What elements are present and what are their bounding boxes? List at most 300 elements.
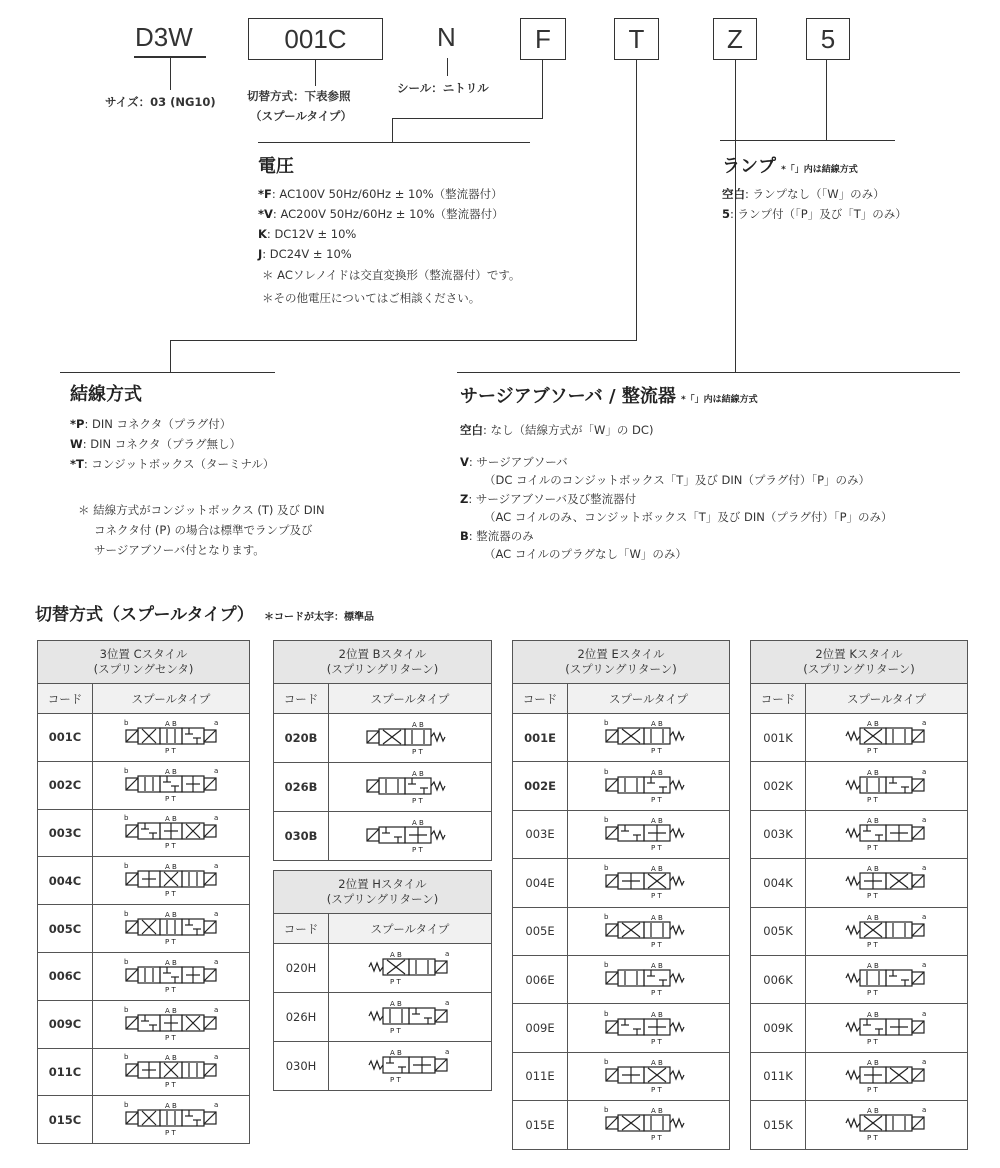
- spool-symbol-cell: [568, 1052, 730, 1100]
- spool-symbol-icon: [832, 861, 942, 901]
- spool-symbol-icon: [116, 907, 226, 947]
- solenoid-a-label: a: [214, 766, 219, 775]
- port-label-ab: A B: [866, 865, 879, 874]
- port-label-pt: P T: [866, 843, 878, 852]
- spool-code: 006E: [513, 955, 568, 1003]
- table-row: [38, 1048, 250, 1096]
- port-label-pt: P T: [650, 940, 662, 949]
- port-label-ab: A B: [650, 913, 663, 922]
- spool-symbol-icon: [355, 996, 465, 1036]
- column-header-spool-type: スプールタイプ: [329, 914, 492, 944]
- solenoid-a-label: a: [445, 1047, 450, 1056]
- table-row: [513, 907, 730, 955]
- port-label-pt: P T: [866, 747, 878, 756]
- list-item: [258, 204, 520, 224]
- table-row: [513, 955, 730, 1003]
- code-lamp: 5: [806, 18, 850, 60]
- table-title-line1: 2位置 Kスタイル: [815, 647, 903, 661]
- table-row: [274, 944, 492, 993]
- table-title-line1: 3位置 Cスタイル: [99, 647, 188, 661]
- table-row: [513, 1004, 730, 1052]
- item-code: W: [70, 437, 83, 451]
- port-label-ab: A B: [165, 767, 177, 776]
- item-sub: （DC コイルのコンジットボックス「T」及び DIN（プラグ付）「P」のみ）: [484, 473, 871, 487]
- solenoid-a-label: a: [921, 864, 926, 873]
- spool-code: 030B: [274, 812, 329, 861]
- spool-symbol-icon: [355, 766, 465, 806]
- solenoid-a-label: a: [921, 1106, 926, 1115]
- table-row: [38, 905, 250, 953]
- spool-code: 015K: [751, 1101, 806, 1149]
- solenoid-b-label: b: [124, 1053, 129, 1062]
- port-label-pt: P T: [650, 892, 662, 901]
- table-row: [274, 763, 492, 812]
- table-row: [274, 1042, 492, 1091]
- spool-symbol-cell: [93, 905, 250, 953]
- spool-symbol-cell: [329, 1042, 492, 1091]
- port-label-pt: P T: [390, 1026, 401, 1035]
- solenoid-b-label: b: [124, 910, 129, 919]
- spool-code: 003K: [751, 810, 806, 858]
- column-header-code: コード: [513, 684, 568, 714]
- spool-title: 切替方式（スプールタイプ）: [35, 605, 254, 625]
- lamp-list: [722, 184, 907, 224]
- port-label-pt: P T: [650, 843, 662, 852]
- code-wiring: T: [614, 18, 659, 60]
- spool-code: 006C: [38, 952, 93, 1000]
- solenoid-a-label: a: [921, 912, 926, 921]
- spool-code: 004K: [751, 859, 806, 907]
- spool-symbol-icon: [116, 716, 226, 756]
- table-row: [38, 809, 250, 857]
- list-item: [722, 204, 907, 224]
- port-label-ab: A B: [390, 999, 402, 1008]
- port-label-pt: P T: [650, 989, 662, 998]
- spool-code: 003C: [38, 809, 93, 857]
- solenoid-a-label: a: [214, 1053, 219, 1062]
- list-item: [460, 489, 893, 509]
- solenoid-a-label: a: [921, 961, 926, 970]
- table-row: [751, 1101, 968, 1149]
- voltage-list: [258, 184, 520, 310]
- port-label-ab: A B: [650, 720, 663, 729]
- spool-symbol-icon: [832, 1055, 942, 1095]
- spool-symbol-cell: [568, 1004, 730, 1052]
- spool-symbol-icon: [594, 1007, 704, 1047]
- port-label-pt: P T: [165, 1129, 176, 1138]
- list-item: [70, 434, 274, 454]
- wiring-list: [70, 414, 274, 474]
- code-surge: Z: [713, 18, 757, 60]
- list-item: [258, 244, 520, 264]
- port-label-pt: P T: [866, 989, 878, 998]
- spool-code: 026B: [274, 763, 329, 812]
- port-label-pt: P T: [165, 985, 176, 994]
- item-text: : ランプ付（「P」及び「T」のみ）: [730, 207, 907, 221]
- list-item: [460, 452, 893, 472]
- spool-symbol-icon: [594, 813, 704, 853]
- solenoid-b-label: b: [124, 1101, 129, 1110]
- table-title-line1: 2位置 Eスタイル: [577, 647, 665, 661]
- spool-symbol-cell: [93, 714, 250, 762]
- spool-symbol-icon: [116, 1098, 226, 1138]
- port-label-ab: A B: [866, 962, 879, 971]
- spool-symbol-cell: [806, 1004, 968, 1052]
- table-row: [38, 1096, 250, 1144]
- spool-symbol-icon: [116, 1003, 226, 1043]
- list-item: [70, 454, 274, 474]
- item-code: *T: [70, 457, 84, 471]
- item-text: : DC12V ± 10%: [266, 227, 357, 241]
- port-label-ab: A B: [650, 962, 663, 971]
- solenoid-b-label: b: [603, 719, 608, 728]
- item-text: : コンジットボックス（ターミナル）: [83, 457, 275, 471]
- surge-note: *「」内は結線方式: [680, 395, 758, 405]
- spool-symbol-cell: [806, 955, 968, 1003]
- port-label-pt: P T: [650, 795, 662, 804]
- solenoid-b-label: b: [603, 864, 608, 873]
- spool-symbol-icon: [594, 910, 704, 950]
- spool-code: 001K: [751, 714, 806, 762]
- table-row: [38, 714, 250, 762]
- spool-label: 切替方式：下表参照: [247, 89, 351, 103]
- table-row: [751, 810, 968, 858]
- spool-symbol-icon: [594, 765, 704, 805]
- wiring-note: コネクタ付 (P) の場合は標準でランプ及び: [94, 523, 313, 537]
- spool-note: ＊コードが太字：標準品: [263, 612, 374, 623]
- port-label-pt: P T: [412, 845, 423, 854]
- spool-symbol-cell: [568, 907, 730, 955]
- column-header-code: コード: [751, 684, 806, 714]
- port-label-ab: A B: [165, 1006, 177, 1015]
- spool-table: [273, 870, 492, 1091]
- port-label-ab: A B: [866, 816, 879, 825]
- port-label-pt: P T: [165, 794, 176, 803]
- spool-symbol-cell: [806, 1101, 968, 1149]
- spool-code: 011C: [38, 1048, 93, 1096]
- item-text: : なし（結線方式が「W」の DC): [483, 423, 654, 437]
- port-label-ab: A B: [866, 768, 879, 777]
- spool-symbol-icon: [594, 861, 704, 901]
- surge-title: サージアブソーバ / 整流器: [460, 386, 676, 407]
- port-label-pt: P T: [390, 977, 401, 986]
- spool-code: 001E: [513, 714, 568, 762]
- port-label-pt: P T: [650, 1037, 662, 1046]
- port-label-pt: P T: [165, 1081, 176, 1090]
- table-title-line2: (スプリングリターン): [565, 662, 677, 676]
- code-series: D3W: [135, 22, 193, 52]
- table-row: [513, 1101, 730, 1149]
- list-item: [70, 414, 274, 434]
- solenoid-b-label: b: [603, 912, 608, 921]
- solenoid-a-label: a: [214, 814, 219, 823]
- port-label-pt: P T: [650, 747, 662, 756]
- list-item: [460, 420, 893, 440]
- code-spool: 001C: [248, 18, 383, 60]
- spool-symbol-icon: [832, 1103, 942, 1143]
- spool-symbol-cell: [93, 952, 250, 1000]
- table-title-line1: 2位置 Hスタイル: [338, 877, 427, 891]
- table-row: [751, 907, 968, 955]
- solenoid-b-label: b: [124, 766, 129, 775]
- spool-symbol-cell: [329, 812, 492, 861]
- spool-symbol-cell: [568, 859, 730, 907]
- spool-symbol-icon: [355, 947, 465, 987]
- lamp-title: ランプ: [722, 156, 776, 177]
- table-title-line2: (スプリングセンタ): [93, 662, 194, 676]
- port-label-pt: P T: [866, 1134, 878, 1143]
- solenoid-a-label: a: [214, 1101, 219, 1110]
- item-text: : DC24V ± 10%: [262, 247, 352, 261]
- spool-code: 009K: [751, 1004, 806, 1052]
- item-text: : 整流器のみ: [468, 529, 534, 543]
- spool-symbol-icon: [594, 716, 704, 756]
- spool-table: [37, 640, 250, 1144]
- table-title-line1: 2位置 Bスタイル: [338, 647, 427, 661]
- voltage-note: ＊ ACソレノイドは交直変換形（整流器付）です。: [262, 268, 521, 282]
- spool-code: 011K: [751, 1052, 806, 1100]
- spool-code: 002E: [513, 762, 568, 810]
- solenoid-a-label: a: [214, 910, 219, 919]
- port-label-ab: A B: [412, 720, 424, 729]
- surge-heading: [460, 382, 758, 408]
- port-label-pt: P T: [650, 1085, 662, 1094]
- item-code: 空白: [722, 187, 745, 201]
- spool-symbol-cell: [568, 955, 730, 1003]
- spool-symbol-icon: [832, 765, 942, 805]
- column-header-spool-type: スプールタイプ: [329, 684, 492, 714]
- code-voltage: F: [520, 18, 566, 60]
- spool-symbol-icon: [355, 717, 465, 757]
- spool-symbol-icon: [116, 1050, 226, 1090]
- table-row: [38, 1000, 250, 1048]
- spool-symbol-cell: [568, 810, 730, 858]
- spool-code: 002K: [751, 762, 806, 810]
- solenoid-a-label: a: [214, 862, 219, 871]
- table-row: [513, 1052, 730, 1100]
- port-label-ab: A B: [165, 911, 177, 920]
- column-header-spool-type: スプールタイプ: [806, 684, 968, 714]
- table-title: [751, 641, 968, 684]
- solenoid-a-label: a: [921, 719, 926, 728]
- table-row: [513, 762, 730, 810]
- item-code: B: [460, 529, 469, 543]
- solenoid-b-label: b: [124, 862, 129, 871]
- spool-symbol-icon: [832, 958, 942, 998]
- solenoid-a-label: a: [921, 815, 926, 824]
- voltage-note: ＊その他電圧についてはご相談ください。: [262, 291, 481, 305]
- port-label-ab: A B: [650, 1107, 663, 1116]
- spool-code: 026H: [274, 993, 329, 1042]
- item-text: : AC200V 50Hz/60Hz ± 10%（整流器付）: [272, 207, 504, 221]
- voltage-title: 電圧: [258, 156, 294, 177]
- port-label-ab: A B: [412, 818, 424, 827]
- lamp-note: *「」内は結線方式: [781, 165, 858, 175]
- spool-symbol-cell: [806, 762, 968, 810]
- port-label-ab: A B: [165, 958, 177, 967]
- solenoid-a-label: a: [921, 1009, 926, 1018]
- surge-list: [460, 420, 893, 563]
- solenoid-b-label: b: [124, 957, 129, 966]
- spool-symbol-cell: [93, 809, 250, 857]
- spool-code: 004E: [513, 859, 568, 907]
- spool-symbol-icon: [594, 1103, 704, 1143]
- solenoid-b-label: b: [603, 1057, 608, 1066]
- item-text: : DIN コネクタ（プラグ無し）: [82, 437, 241, 451]
- solenoid-b-label: b: [603, 1009, 608, 1018]
- port-label-pt: P T: [866, 1037, 878, 1046]
- spool-symbol-icon: [832, 910, 942, 950]
- spool-symbol-cell: [93, 1048, 250, 1096]
- item-code: *V: [258, 207, 273, 221]
- port-label-ab: A B: [165, 815, 177, 824]
- port-label-ab: A B: [650, 865, 663, 874]
- table-title: [274, 641, 492, 684]
- port-label-pt: P T: [866, 1085, 878, 1094]
- item-code: 空白: [460, 423, 483, 437]
- spool-code: 005E: [513, 907, 568, 955]
- port-label-pt: P T: [165, 746, 176, 755]
- solenoid-a-label: a: [214, 718, 219, 727]
- item-code: J: [258, 247, 263, 261]
- port-label-ab: A B: [390, 950, 402, 959]
- spool-symbol-icon: [116, 859, 226, 899]
- port-label-pt: P T: [165, 842, 176, 851]
- spool-code: 004C: [38, 857, 93, 905]
- table-row: [751, 859, 968, 907]
- solenoid-a-label: a: [445, 949, 450, 958]
- item-code: V: [460, 455, 469, 469]
- list-item: [258, 184, 520, 204]
- code-seal: N: [437, 22, 456, 52]
- spool-code: 002C: [38, 761, 93, 809]
- port-label-pt: P T: [165, 938, 176, 947]
- port-label-ab: A B: [650, 816, 663, 825]
- spool-symbol-icon: [116, 764, 226, 804]
- list-item: [460, 526, 893, 546]
- item-code: *F: [258, 187, 272, 201]
- port-label-ab: A B: [866, 1010, 879, 1019]
- spool-code: 020B: [274, 714, 329, 763]
- solenoid-b-label: b: [603, 1106, 608, 1115]
- port-label-ab: A B: [390, 1048, 402, 1057]
- port-label-pt: P T: [412, 747, 423, 756]
- column-header-code: コード: [274, 914, 329, 944]
- spool-symbol-cell: [806, 859, 968, 907]
- solenoid-a-label: a: [445, 998, 450, 1007]
- port-label-pt: P T: [866, 892, 878, 901]
- solenoid-b-label: b: [124, 814, 129, 823]
- solenoid-b-label: b: [603, 767, 608, 776]
- port-label-ab: A B: [866, 913, 879, 922]
- solenoid-a-label: a: [214, 1005, 219, 1014]
- port-label-ab: A B: [650, 1010, 663, 1019]
- spool-symbol-cell: [568, 1101, 730, 1149]
- item-code: K: [258, 227, 267, 241]
- port-label-ab: A B: [866, 1107, 879, 1116]
- table-row: [751, 1052, 968, 1100]
- lamp-heading: [722, 152, 858, 178]
- spool-code: 020H: [274, 944, 329, 993]
- port-label-ab: A B: [650, 768, 663, 777]
- column-header-code: コード: [274, 684, 329, 714]
- item-text: : ランプなし（「W」のみ）: [745, 187, 885, 201]
- spool-symbol-icon: [832, 716, 942, 756]
- wiring-note: サージアブソーバ付となります。: [94, 543, 265, 557]
- spool-table: [750, 640, 968, 1150]
- spool-symbol-cell: [329, 763, 492, 812]
- table-title-line2: (スプリングリターン): [326, 892, 439, 906]
- table-row: [513, 714, 730, 762]
- spool-symbol-cell: [568, 714, 730, 762]
- table-row: [38, 952, 250, 1000]
- spool-symbol-icon: [594, 1055, 704, 1095]
- spool-symbol-cell: [329, 714, 492, 763]
- table-row: [38, 761, 250, 809]
- spool-code: 011E: [513, 1052, 568, 1100]
- spool-symbol-cell: [806, 810, 968, 858]
- port-label-ab: A B: [165, 863, 177, 872]
- port-label-pt: P T: [650, 1134, 662, 1143]
- item-text: : サージアブソーバ及び整流器付: [468, 492, 637, 506]
- spool-symbol-icon: [355, 1045, 465, 1085]
- spool-code: 005C: [38, 905, 93, 953]
- spool-code: 005K: [751, 907, 806, 955]
- port-label-ab: A B: [165, 1102, 177, 1111]
- spool-code: 006K: [751, 955, 806, 1003]
- spool-symbol-icon: [355, 815, 465, 855]
- spool-code: 009E: [513, 1004, 568, 1052]
- solenoid-a-label: a: [214, 957, 219, 966]
- spool-code: 015C: [38, 1096, 93, 1144]
- table-row: [513, 810, 730, 858]
- table-row: [751, 1004, 968, 1052]
- port-label-pt: P T: [866, 940, 878, 949]
- seal-label: シール：ニトリル: [397, 81, 489, 95]
- table-row: [274, 993, 492, 1042]
- table-row: [751, 955, 968, 1003]
- spool-symbol-icon: [832, 1007, 942, 1047]
- item-text: : AC100V 50Hz/60Hz ± 10%（整流器付）: [271, 187, 503, 201]
- column-header-code: コード: [38, 684, 93, 714]
- spool-code: 001C: [38, 714, 93, 762]
- spool-symbol-cell: [806, 907, 968, 955]
- spool-heading: [35, 600, 374, 625]
- port-label-ab: A B: [412, 769, 424, 778]
- port-label-pt: P T: [165, 890, 176, 899]
- spool-symbol-cell: [93, 1000, 250, 1048]
- spool-table: [512, 640, 730, 1150]
- item-code: *P: [70, 417, 85, 431]
- spool-symbol-icon: [594, 958, 704, 998]
- table-row: [274, 714, 492, 763]
- item-code: Z: [460, 492, 469, 506]
- list-item: [722, 184, 907, 204]
- spool-symbol-cell: [93, 857, 250, 905]
- size-label: サイズ：03 (NG10): [105, 95, 216, 109]
- spool-code: 003E: [513, 810, 568, 858]
- spool-symbol-cell: [806, 1052, 968, 1100]
- table-title: [38, 641, 250, 684]
- solenoid-b-label: b: [124, 1005, 129, 1014]
- spool-symbol-cell: [806, 714, 968, 762]
- table-title-line2: (スプリングリターン): [326, 662, 439, 676]
- table-title-line2: (スプリングリターン): [803, 662, 915, 676]
- spool-symbol-cell: [329, 993, 492, 1042]
- spool-symbol-icon: [832, 813, 942, 853]
- column-header-spool-type: スプールタイプ: [93, 684, 250, 714]
- solenoid-a-label: a: [921, 1057, 926, 1066]
